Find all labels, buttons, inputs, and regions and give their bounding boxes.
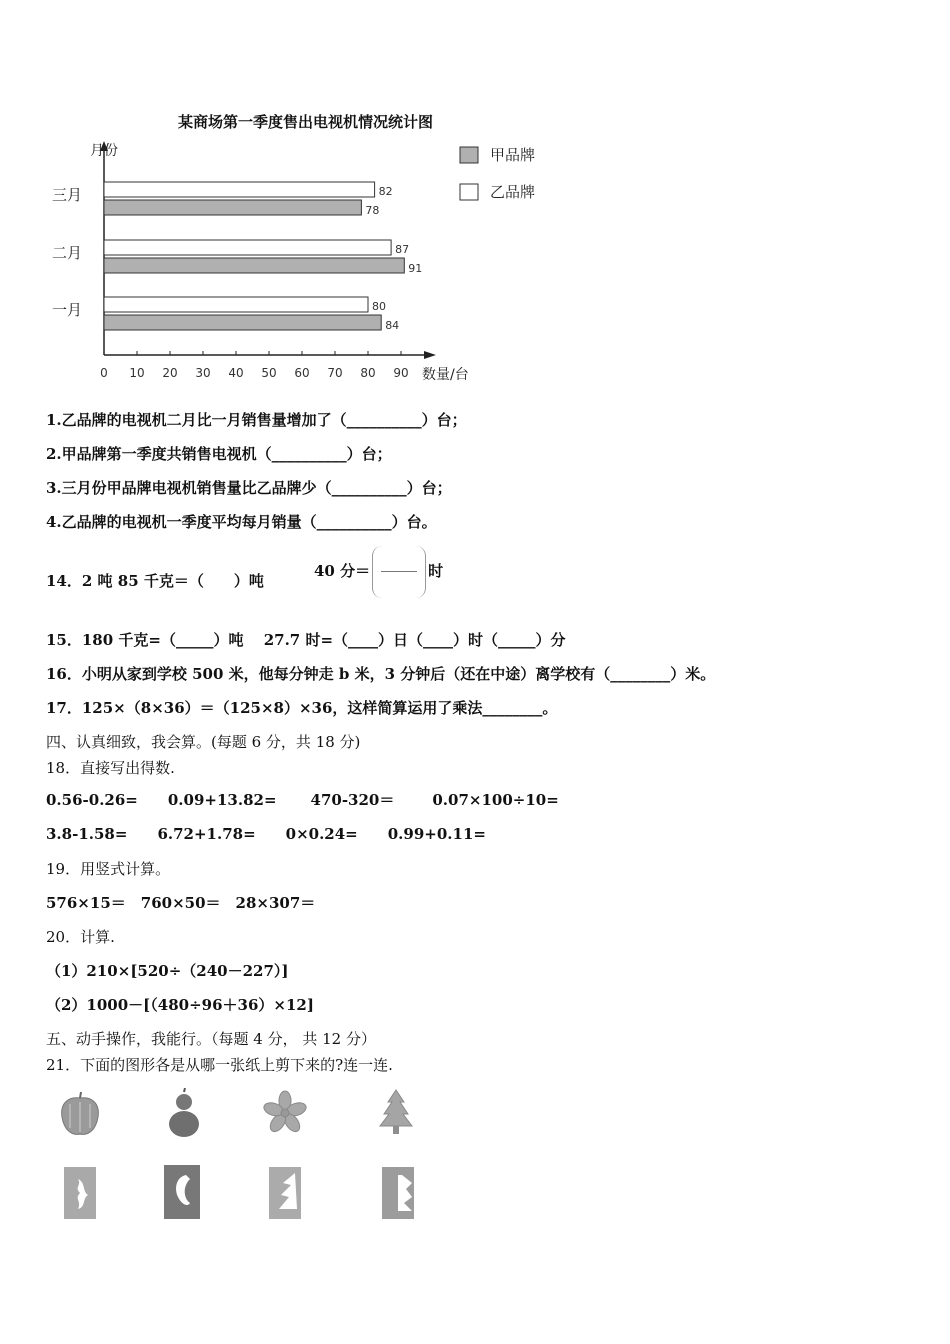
question-2: 2.甲品牌第一季度共销售电视机（__________）台； [46, 445, 392, 463]
paper-cutout-1-icon [60, 1165, 100, 1221]
question-19-items: 576×15＝ 760×50＝ 28×307＝ [46, 894, 316, 912]
category-label: 二月 [52, 244, 83, 262]
question-4: 4.乙品牌的电视机一季度平均每月销量（__________）台。 [46, 513, 437, 531]
question-19: 19．用竖式计算。 [46, 860, 171, 878]
bar-yi [104, 182, 375, 197]
bar-jia [104, 200, 361, 215]
calc-item: 0.56-0.26= [46, 791, 138, 809]
question-14a: 14．2 吨 85 千克＝（ ）吨 [46, 572, 264, 590]
legend-swatch-yi [460, 184, 478, 200]
chart-title: 某商场第一季度售出电视机情况统计图 [178, 113, 434, 131]
question-21: 21．下面的图形各是从哪一张纸上剪下来的?连一连. [46, 1056, 393, 1074]
bar-label-jia: 78 [365, 204, 380, 217]
question-17: 17．125×（8×36）＝（125×8）×36，这样简算运用了乘法________。 [46, 699, 558, 717]
question-1: 1.乙品牌的电视机二月比一月销售量增加了（__________）台； [46, 411, 467, 429]
gourd-shape-icon [162, 1088, 206, 1140]
apple-shape-icon [55, 1090, 105, 1140]
x-axis-label: 数量/台 [422, 367, 469, 383]
calc-row-1 [46, 790, 587, 810]
tree-shape-icon [376, 1088, 416, 1136]
x-tick-label: 80 [360, 366, 376, 380]
x-tick-label: 30 [195, 366, 211, 380]
y-axis-label: 月份 [90, 143, 118, 159]
bar-yi [104, 297, 368, 312]
x-tick-label: 40 [228, 366, 244, 380]
bar-label-jia: 84 [385, 319, 400, 332]
bar-label-yi: 80 [372, 300, 386, 313]
x-tick-label: 50 [261, 366, 277, 380]
calc-row-2 [46, 824, 514, 844]
flower-shape-icon [262, 1090, 308, 1136]
x-axis-arrow [424, 351, 436, 359]
bar-chart [40, 135, 560, 385]
calc-item: 0.99+0.11= [387, 825, 486, 843]
legend-label-yi: 乙品牌 [490, 183, 536, 201]
x-tick-label: 70 [327, 366, 343, 380]
bar-jia [104, 258, 404, 273]
question-3: 3.三月份甲品牌电视机销售量比乙品牌少（__________）台； [46, 479, 452, 497]
calc-item: 3.8-1.58= [46, 825, 128, 843]
fraction-blank [372, 546, 426, 598]
section-4-heading: 四、认真细致，我会算。(每题 6 分，共 18 分) [46, 733, 361, 751]
bar-jia [104, 315, 381, 330]
paper-cutout-2-icon [160, 1163, 204, 1221]
question-18: 18．直接写出得数. [46, 759, 175, 777]
x-tick-label: 20 [162, 366, 178, 380]
x-tick-label: 0 [100, 366, 108, 380]
category-label: 一月 [52, 301, 83, 319]
bar-label-jia: 91 [408, 262, 423, 275]
calc-item: 6.72+1.78= [157, 825, 256, 843]
x-tick-label: 90 [393, 366, 409, 380]
question-20: 20．计算. [46, 928, 115, 946]
calc-item: 0.09+13.82= [167, 791, 277, 809]
bar-label-yi: 87 [395, 243, 410, 256]
question-15: 15．180 千克=（_____）吨 27.7 时=（____）日（____）时（_____）分 [46, 631, 566, 649]
category-label: 三月 [52, 186, 83, 204]
section-5-heading: 五、动手操作，我能行。（每题 4 分， 共 12 分） [46, 1030, 376, 1048]
bar-label-yi: 82 [378, 185, 393, 198]
calc-item: 0×0.24= [285, 825, 358, 843]
question-14b-unit: 时 [428, 562, 444, 580]
question-14b-label: 40 分＝ [314, 562, 371, 580]
bar-yi [104, 240, 391, 255]
question-20-2: （2）1000－[（480÷96＋36）×12] [46, 996, 314, 1014]
question-16: 16．小明从家到学校 500 米，他每分钟走 b 米，3 分钟后（还在中途）离学校有（________）米。 [46, 665, 716, 683]
paper-cutout-3-icon [265, 1165, 305, 1221]
question-20-1: （1）210×[520÷（240－227）] [46, 962, 289, 980]
legend-swatch-jia [460, 147, 478, 163]
legend-label-jia: 甲品牌 [490, 146, 536, 164]
x-tick-label: 60 [294, 366, 310, 380]
x-tick-label: 10 [129, 366, 145, 380]
paper-cutout-4-icon [378, 1165, 418, 1221]
calc-item: 0.07×100÷10= [432, 791, 559, 809]
calc-item: 470-320＝ [310, 791, 395, 809]
question-14b [314, 546, 443, 598]
